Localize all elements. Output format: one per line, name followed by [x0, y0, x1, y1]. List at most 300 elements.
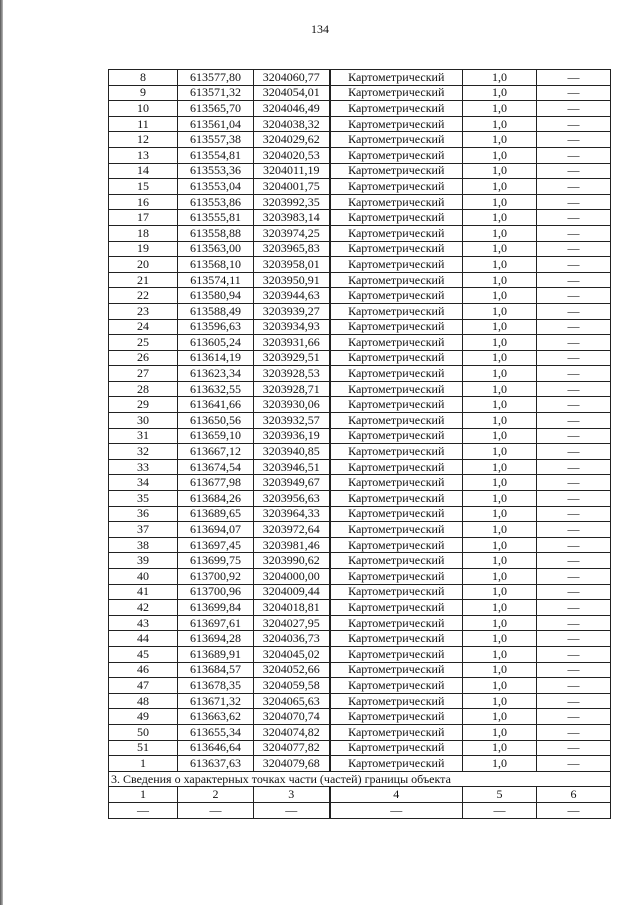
x-coordinate-cell: 613678,35: [178, 678, 254, 694]
y-coordinate-cell: 3204065,63: [254, 693, 330, 709]
point-number-cell: 18: [109, 225, 178, 241]
method-cell: Картометрический: [330, 459, 463, 475]
point-number-cell: 10: [109, 101, 178, 117]
point-number-cell: 36: [109, 506, 178, 522]
section-3-header: 1: [109, 787, 178, 803]
point-number-cell: 27: [109, 366, 178, 382]
x-coordinate-cell: 613623,34: [178, 366, 254, 382]
method-cell: Картометрический: [330, 569, 463, 585]
table-row: [109, 678, 611, 694]
point-number-cell: 14: [109, 163, 178, 179]
description-cell: —: [537, 522, 611, 538]
precision-cell: 1,0: [463, 631, 537, 647]
description-cell: —: [537, 319, 611, 335]
x-coordinate-cell: 613563,00: [178, 241, 254, 257]
y-coordinate-cell: 3204045,02: [254, 646, 330, 662]
y-coordinate-cell: 3204070,74: [254, 709, 330, 725]
precision-cell: 1,0: [463, 366, 537, 382]
method-cell: Картометрический: [330, 584, 463, 600]
y-coordinate-cell: 3204009,44: [254, 584, 330, 600]
y-coordinate-cell: 3203990,62: [254, 553, 330, 569]
y-coordinate-cell: 3204000,00: [254, 569, 330, 585]
y-coordinate-cell: 3204079,68: [254, 756, 330, 772]
x-coordinate-cell: 613641,66: [178, 397, 254, 413]
description-cell: —: [537, 397, 611, 413]
point-number-cell: 13: [109, 147, 178, 163]
table-row: [109, 740, 611, 756]
method-cell: Картометрический: [330, 85, 463, 101]
table-row: [109, 381, 611, 397]
method-cell: Картометрический: [330, 179, 463, 195]
description-cell: —: [537, 740, 611, 756]
precision-cell: 1,0: [463, 522, 537, 538]
method-cell: Картометрический: [330, 147, 463, 163]
x-coordinate-cell: 613655,34: [178, 724, 254, 740]
point-number-cell: 51: [109, 740, 178, 756]
section-3-header-row: [109, 787, 611, 803]
x-coordinate-cell: 613614,19: [178, 350, 254, 366]
point-number-cell: 11: [109, 116, 178, 132]
x-coordinate-cell: 613565,70: [178, 101, 254, 117]
method-cell: Картометрический: [330, 225, 463, 241]
x-coordinate-cell: 613553,04: [178, 179, 254, 195]
y-coordinate-cell: 3204027,95: [254, 615, 330, 631]
point-number-cell: 44: [109, 631, 178, 647]
description-cell: —: [537, 615, 611, 631]
x-coordinate-cell: 613674,54: [178, 459, 254, 475]
point-number-cell: 1: [109, 756, 178, 772]
y-coordinate-cell: 3204038,32: [254, 116, 330, 132]
description-cell: —: [537, 428, 611, 444]
description-cell: —: [537, 350, 611, 366]
description-cell: —: [537, 257, 611, 273]
description-cell: —: [537, 631, 611, 647]
method-cell: Картометрический: [330, 553, 463, 569]
method-cell: Картометрический: [330, 646, 463, 662]
method-cell: Картометрический: [330, 210, 463, 226]
x-coordinate-cell: 613558,88: [178, 225, 254, 241]
y-coordinate-cell: 3203972,64: [254, 522, 330, 538]
point-number-cell: 31: [109, 428, 178, 444]
table-row: [109, 116, 611, 132]
description-cell: —: [537, 303, 611, 319]
precision-cell: 1,0: [463, 101, 537, 117]
description-cell: —: [537, 70, 611, 86]
table-row: [109, 257, 611, 273]
x-coordinate-cell: 613684,26: [178, 491, 254, 507]
method-cell: Картометрический: [330, 350, 463, 366]
y-coordinate-cell: 3204074,82: [254, 724, 330, 740]
precision-cell: 1,0: [463, 319, 537, 335]
y-coordinate-cell: 3204077,82: [254, 740, 330, 756]
description-cell: —: [537, 693, 611, 709]
x-coordinate-cell: 613700,96: [178, 584, 254, 600]
description-cell: —: [537, 210, 611, 226]
x-coordinate-cell: 613697,45: [178, 537, 254, 553]
x-coordinate-cell: 613677,98: [178, 475, 254, 491]
point-number-cell: 8: [109, 70, 178, 86]
precision-cell: 1,0: [463, 179, 537, 195]
x-coordinate-cell: 613699,84: [178, 600, 254, 616]
x-coordinate-cell: 613650,56: [178, 413, 254, 429]
table-row: [109, 85, 611, 101]
section-3-header: 4: [330, 787, 463, 803]
precision-cell: 1,0: [463, 116, 537, 132]
precision-cell: 1,0: [463, 70, 537, 86]
point-number-cell: 24: [109, 319, 178, 335]
description-cell: —: [537, 662, 611, 678]
precision-cell: 1,0: [463, 288, 537, 304]
precision-cell: 1,0: [463, 569, 537, 585]
method-cell: Картометрический: [330, 272, 463, 288]
x-coordinate-cell: 613663,62: [178, 709, 254, 725]
table-row: [109, 319, 611, 335]
point-number-cell: 17: [109, 210, 178, 226]
point-number-cell: 46: [109, 662, 178, 678]
table-row: [109, 709, 611, 725]
method-cell: Картометрический: [330, 615, 463, 631]
precision-cell: 1,0: [463, 194, 537, 210]
precision-cell: 1,0: [463, 303, 537, 319]
method-cell: Картометрический: [330, 397, 463, 413]
y-coordinate-cell: 3203928,53: [254, 366, 330, 382]
method-cell: Картометрический: [330, 600, 463, 616]
table-row: [109, 646, 611, 662]
table-row: [109, 615, 611, 631]
table-row: [109, 179, 611, 195]
table-row: [109, 272, 611, 288]
x-coordinate-cell: 613588,49: [178, 303, 254, 319]
precision-cell: 1,0: [463, 257, 537, 273]
method-cell: Картометрический: [330, 693, 463, 709]
precision-cell: 1,0: [463, 147, 537, 163]
precision-cell: 1,0: [463, 615, 537, 631]
point-number-cell: 9: [109, 85, 178, 101]
y-coordinate-cell: 3204029,62: [254, 132, 330, 148]
description-cell: —: [537, 241, 611, 257]
table-row: [109, 522, 611, 538]
y-coordinate-cell: 3204001,75: [254, 179, 330, 195]
method-cell: Картометрический: [330, 288, 463, 304]
x-coordinate-cell: 613555,81: [178, 210, 254, 226]
method-cell: Картометрический: [330, 631, 463, 647]
table-row: [109, 693, 611, 709]
table-row: [109, 413, 611, 429]
table-row: [109, 288, 611, 304]
precision-cell: 1,0: [463, 85, 537, 101]
point-number-cell: 37: [109, 522, 178, 538]
description-cell: —: [537, 288, 611, 304]
description-cell: —: [537, 600, 611, 616]
point-number-cell: 30: [109, 413, 178, 429]
y-coordinate-cell: 3203965,83: [254, 241, 330, 257]
method-cell: Картометрический: [330, 491, 463, 507]
x-coordinate-cell: 613694,07: [178, 522, 254, 538]
y-coordinate-cell: 3203964,33: [254, 506, 330, 522]
table-row: [109, 163, 611, 179]
method-cell: Картометрический: [330, 475, 463, 491]
point-number-cell: 26: [109, 350, 178, 366]
y-coordinate-cell: 3204036,73: [254, 631, 330, 647]
table-row: [109, 631, 611, 647]
precision-cell: 1,0: [463, 491, 537, 507]
precision-cell: 1,0: [463, 756, 537, 772]
x-coordinate-cell: 613632,55: [178, 381, 254, 397]
x-coordinate-cell: 613568,10: [178, 257, 254, 273]
method-cell: Картометрический: [330, 241, 463, 257]
precision-cell: 1,0: [463, 475, 537, 491]
method-cell: Картометрический: [330, 381, 463, 397]
x-coordinate-cell: 613646,64: [178, 740, 254, 756]
method-cell: Картометрический: [330, 116, 463, 132]
point-number-cell: 28: [109, 381, 178, 397]
table-row: [109, 724, 611, 740]
method-cell: Картометрический: [330, 756, 463, 772]
description-cell: —: [537, 179, 611, 195]
method-cell: Картометрический: [330, 366, 463, 382]
y-coordinate-cell: 3204054,01: [254, 85, 330, 101]
x-coordinate-cell: 613557,38: [178, 132, 254, 148]
y-coordinate-cell: 3204046,49: [254, 101, 330, 117]
empty-cell: —: [109, 802, 178, 818]
point-number-cell: 32: [109, 444, 178, 460]
point-number-cell: 43: [109, 615, 178, 631]
y-coordinate-cell: 3203929,51: [254, 350, 330, 366]
table-row: [109, 459, 611, 475]
precision-cell: 1,0: [463, 600, 537, 616]
description-cell: —: [537, 85, 611, 101]
x-coordinate-cell: 613574,11: [178, 272, 254, 288]
method-cell: Картометрический: [330, 740, 463, 756]
table-row: [109, 194, 611, 210]
description-cell: —: [537, 413, 611, 429]
point-number-cell: 41: [109, 584, 178, 600]
method-cell: Картометрический: [330, 335, 463, 351]
x-coordinate-cell: 613571,32: [178, 85, 254, 101]
x-coordinate-cell: 613553,36: [178, 163, 254, 179]
precision-cell: 1,0: [463, 646, 537, 662]
point-number-cell: 39: [109, 553, 178, 569]
y-coordinate-cell: 3203983,14: [254, 210, 330, 226]
table-row: [109, 569, 611, 585]
coordinates-table-body: [109, 70, 611, 772]
table-row: [109, 756, 611, 772]
point-number-cell: 25: [109, 335, 178, 351]
y-coordinate-cell: 3203950,91: [254, 272, 330, 288]
method-cell: Картометрический: [330, 678, 463, 694]
section-3-title: 3. Сведения о характерных точках части (частей) границы объекта: [109, 771, 611, 787]
method-cell: Картометрический: [330, 319, 463, 335]
precision-cell: 1,0: [463, 459, 537, 475]
point-number-cell: 38: [109, 537, 178, 553]
method-cell: Картометрический: [330, 303, 463, 319]
description-cell: —: [537, 194, 611, 210]
table-row: [109, 101, 611, 117]
method-cell: Картометрический: [330, 522, 463, 538]
table-row: [109, 444, 611, 460]
section-3: [109, 771, 611, 818]
description-cell: —: [537, 584, 611, 600]
x-coordinate-cell: 613694,28: [178, 631, 254, 647]
method-cell: Картометрический: [330, 132, 463, 148]
y-coordinate-cell: 3203946,51: [254, 459, 330, 475]
y-coordinate-cell: 3203930,06: [254, 397, 330, 413]
description-cell: —: [537, 569, 611, 585]
x-coordinate-cell: 613637,63: [178, 756, 254, 772]
y-coordinate-cell: 3204020,53: [254, 147, 330, 163]
table-row: [109, 132, 611, 148]
empty-cell: —: [463, 802, 537, 818]
table-row: [109, 397, 611, 413]
point-number-cell: 15: [109, 179, 178, 195]
y-coordinate-cell: 3203936,19: [254, 428, 330, 444]
y-coordinate-cell: 3203932,57: [254, 413, 330, 429]
description-cell: —: [537, 724, 611, 740]
method-cell: Картометрический: [330, 506, 463, 522]
precision-cell: 1,0: [463, 350, 537, 366]
precision-cell: 1,0: [463, 163, 537, 179]
point-number-cell: 45: [109, 646, 178, 662]
precision-cell: 1,0: [463, 693, 537, 709]
y-coordinate-cell: 3203940,85: [254, 444, 330, 460]
point-number-cell: 23: [109, 303, 178, 319]
empty-cell: —: [330, 802, 463, 818]
table-row: [109, 600, 611, 616]
precision-cell: 1,0: [463, 132, 537, 148]
y-coordinate-cell: 3203934,93: [254, 319, 330, 335]
table-row: [109, 506, 611, 522]
x-coordinate-cell: 613697,61: [178, 615, 254, 631]
description-cell: —: [537, 335, 611, 351]
precision-cell: 1,0: [463, 584, 537, 600]
x-coordinate-cell: 613561,04: [178, 116, 254, 132]
method-cell: Картометрический: [330, 413, 463, 429]
point-number-cell: 40: [109, 569, 178, 585]
table-row: [109, 225, 611, 241]
section-3-header: 6: [537, 787, 611, 803]
y-coordinate-cell: 3203974,25: [254, 225, 330, 241]
x-coordinate-cell: 613580,94: [178, 288, 254, 304]
description-cell: —: [537, 475, 611, 491]
table-row: [109, 210, 611, 226]
description-cell: —: [537, 646, 611, 662]
table-row: [109, 553, 611, 569]
x-coordinate-cell: 613577,80: [178, 70, 254, 86]
point-number-cell: 20: [109, 257, 178, 273]
precision-cell: 1,0: [463, 709, 537, 725]
description-cell: —: [537, 709, 611, 725]
x-coordinate-cell: 613554,81: [178, 147, 254, 163]
precision-cell: 1,0: [463, 413, 537, 429]
point-number-cell: 50: [109, 724, 178, 740]
precision-cell: 1,0: [463, 210, 537, 226]
y-coordinate-cell: 3203981,46: [254, 537, 330, 553]
method-cell: Картометрический: [330, 444, 463, 460]
empty-cell: —: [537, 802, 611, 818]
description-cell: —: [537, 537, 611, 553]
y-coordinate-cell: 3203944,63: [254, 288, 330, 304]
description-cell: —: [537, 366, 611, 382]
section-3-header: 5: [463, 787, 537, 803]
table-row: [109, 475, 611, 491]
empty-cell: —: [178, 802, 254, 818]
y-coordinate-cell: 3204052,66: [254, 662, 330, 678]
table-row: [109, 303, 611, 319]
empty-cell: —: [254, 802, 330, 818]
description-cell: —: [537, 506, 611, 522]
x-coordinate-cell: 613553,86: [178, 194, 254, 210]
table-row: [109, 537, 611, 553]
x-coordinate-cell: 613689,65: [178, 506, 254, 522]
precision-cell: 1,0: [463, 272, 537, 288]
method-cell: Картометрический: [330, 537, 463, 553]
table-row: [109, 70, 611, 86]
precision-cell: 1,0: [463, 678, 537, 694]
precision-cell: 1,0: [463, 241, 537, 257]
point-number-cell: 16: [109, 194, 178, 210]
description-cell: —: [537, 163, 611, 179]
precision-cell: 1,0: [463, 335, 537, 351]
table-row: [109, 662, 611, 678]
x-coordinate-cell: 613689,91: [178, 646, 254, 662]
description-cell: —: [537, 132, 611, 148]
description-cell: —: [537, 553, 611, 569]
y-coordinate-cell: 3203992,35: [254, 194, 330, 210]
x-coordinate-cell: 613684,57: [178, 662, 254, 678]
description-cell: —: [537, 444, 611, 460]
point-number-cell: 34: [109, 475, 178, 491]
table-row: [109, 584, 611, 600]
description-cell: —: [537, 272, 611, 288]
section-3-title-row: [109, 771, 611, 787]
x-coordinate-cell: 613700,92: [178, 569, 254, 585]
precision-cell: 1,0: [463, 662, 537, 678]
description-cell: —: [537, 491, 611, 507]
point-number-cell: 21: [109, 272, 178, 288]
description-cell: —: [537, 225, 611, 241]
y-coordinate-cell: 3204018,81: [254, 600, 330, 616]
table-row: [109, 335, 611, 351]
point-number-cell: 35: [109, 491, 178, 507]
precision-cell: 1,0: [463, 740, 537, 756]
y-coordinate-cell: 3203931,66: [254, 335, 330, 351]
precision-cell: 1,0: [463, 225, 537, 241]
point-number-cell: 33: [109, 459, 178, 475]
table-row: [109, 241, 611, 257]
table-row: [109, 350, 611, 366]
description-cell: —: [537, 756, 611, 772]
y-coordinate-cell: 3203958,01: [254, 257, 330, 273]
y-coordinate-cell: 3203928,71: [254, 381, 330, 397]
description-cell: —: [537, 459, 611, 475]
y-coordinate-cell: 3203939,27: [254, 303, 330, 319]
method-cell: Картометрический: [330, 662, 463, 678]
coordinates-table: [108, 69, 611, 819]
method-cell: Картометрический: [330, 101, 463, 117]
x-coordinate-cell: 613659,10: [178, 428, 254, 444]
x-coordinate-cell: 613699,75: [178, 553, 254, 569]
point-number-cell: 22: [109, 288, 178, 304]
y-coordinate-cell: 3204060,77: [254, 70, 330, 86]
description-cell: —: [537, 147, 611, 163]
method-cell: Картометрический: [330, 709, 463, 725]
point-number-cell: 49: [109, 709, 178, 725]
precision-cell: 1,0: [463, 397, 537, 413]
description-cell: —: [537, 678, 611, 694]
table-row: [109, 491, 611, 507]
precision-cell: 1,0: [463, 428, 537, 444]
table-row: [109, 366, 611, 382]
